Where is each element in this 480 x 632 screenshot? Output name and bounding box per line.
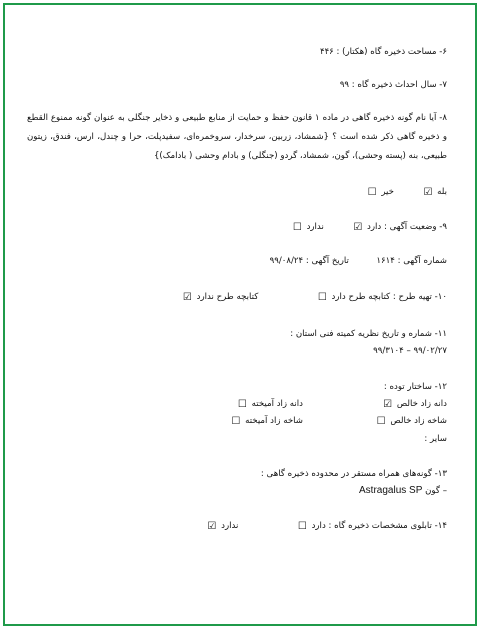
structure-option-3: شاخه زاد خالص ☐ bbox=[376, 416, 447, 427]
signboard-hasnot-label: ندارد bbox=[221, 521, 239, 531]
signboard-label: ۱۴- تابلوی مشخصات ذخیره گاه : bbox=[328, 521, 447, 531]
committee-value: ۹۹/۰۲/۲۷ – ۹۹/۳۱۰۴ bbox=[373, 346, 447, 356]
plan-has-checkbox[interactable]: ☐ bbox=[317, 292, 327, 303]
document-page bbox=[3, 3, 477, 626]
item-10-plan bbox=[181, 290, 447, 305]
item-7-year: ۷- سال احداث ذخیره گاه : ۹۹ bbox=[339, 80, 447, 90]
ad-number: شماره آگهی : ۱۶۱۴ bbox=[376, 256, 447, 266]
signboard-hasnot-checkbox[interactable]: ☑ bbox=[207, 521, 217, 532]
ad-has-checkbox[interactable]: ☑ bbox=[353, 222, 363, 233]
yes-label: بله bbox=[437, 187, 447, 197]
no-label: خیر bbox=[381, 187, 394, 197]
signboard-has-checkbox[interactable]: ☐ bbox=[297, 521, 307, 532]
plan-label: ۱۰- تهیه طرح : bbox=[392, 292, 447, 302]
species-latin-name: Astragalus SP bbox=[359, 485, 423, 496]
plan-hasnot-label: کتابچه طرح ندارد bbox=[196, 292, 259, 302]
item-12-structure: ۱۲- ساختار توده : bbox=[383, 382, 447, 392]
companion-species-item: – گون Astragalus SP bbox=[359, 485, 447, 496]
structure-other: سایر : bbox=[424, 434, 447, 444]
item-11-committee: ۱۱- شماره و تاریخ نظریه کمیته فنی استان : bbox=[290, 329, 447, 339]
item-13-companion-species: ۱۳- گونه‌های همراه مستقر در محدوده ذخیره گاهی : bbox=[260, 469, 447, 479]
plan-has-label: کتابچه طرح دارد bbox=[331, 292, 391, 302]
ad-details bbox=[270, 254, 447, 268]
structure-option-1-checkbox[interactable]: ☑ bbox=[383, 399, 393, 410]
ad-has-label: دارد bbox=[367, 222, 382, 232]
no-checkbox[interactable]: ☐ bbox=[367, 187, 377, 198]
ad-hasnot-label: ندارد bbox=[306, 222, 324, 232]
item-8-options bbox=[366, 185, 447, 200]
item-14-signboard bbox=[205, 519, 447, 534]
structure-option-4-checkbox[interactable]: ☐ bbox=[231, 416, 241, 427]
item-9-ad-status bbox=[291, 220, 447, 235]
yes-checkbox[interactable]: ☑ bbox=[423, 187, 433, 198]
plan-hasnot-checkbox[interactable]: ☑ bbox=[182, 292, 192, 303]
ad-hasnot-checkbox[interactable]: ☐ bbox=[292, 222, 302, 233]
structure-option-2: دانه زاد آمیخته ☐ bbox=[237, 399, 303, 410]
ad-date: تاریخ آگهی : ۹۹/۰۸/۲۴ bbox=[269, 256, 349, 266]
ad-status-label: ۹- وضعیت آگهی : bbox=[383, 222, 447, 232]
structure-option-2-checkbox[interactable]: ☐ bbox=[237, 399, 247, 410]
structure-option-1: دانه زاد خالص ☑ bbox=[383, 399, 447, 410]
structure-option-4: شاخه زاد آمیخته ☐ bbox=[231, 416, 303, 427]
signboard-has-label: دارد bbox=[311, 521, 326, 531]
item-8-question: ۸- آیا نام گونه ذخیره گاهی در ماده ۱ قانون حفظ و حمایت از منابع طبیعی و ذخایر جنگلی به عنوان گونه ممنوع القطع و ذخیره گاهی ذکر شده است ؟ {شمشاد، زربین، سرخدار، سروخمره‌ای، سفیدپلت، حرا و چندل، ارس، فندق، زیتون طبیعی، بنه (پسته وحشی)، گون، شمشاد، گردو (جنگلی) و بادام وحشی ( بادامک)} bbox=[27, 113, 447, 161]
structure-option-3-checkbox[interactable]: ☐ bbox=[376, 416, 386, 427]
item-6-area: ۶- مساحت ذخیره گاه (هکتار) : ۴۴۶ bbox=[319, 47, 447, 57]
